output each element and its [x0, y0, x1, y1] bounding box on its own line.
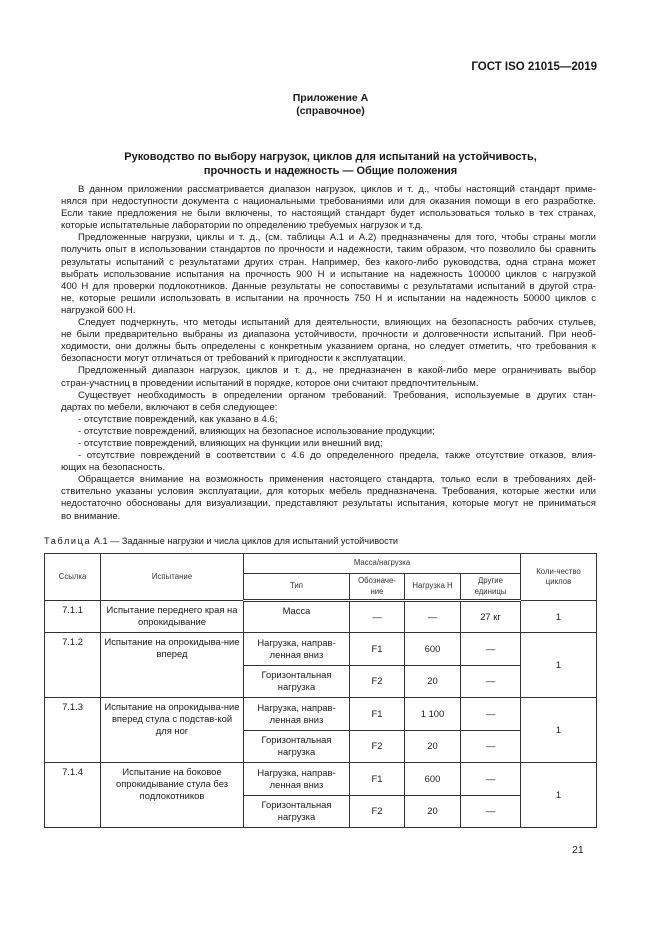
cell-other-units: 27 кг	[461, 601, 521, 633]
cell-type: Горизонтальная нагрузка	[244, 795, 350, 828]
table-caption	[44, 536, 398, 547]
cell-other-units: —	[461, 633, 521, 666]
paragraph-line: недостаточно обоснованы для визуализации, представляют результаты испытания, которые могут не приниматься	[61, 498, 596, 510]
cell-test: Испытание на опрокидыва-ние вперед стула с подстав-кой для ног	[101, 698, 244, 763]
annex-label: Приложение А	[292, 92, 369, 104]
list-item-line: - отсутствие повреждений, влияющих на функции или внешний вид;	[78, 437, 383, 449]
cell-load: 20	[405, 665, 461, 698]
cell-type: Горизонтальная нагрузка	[244, 730, 350, 763]
cell-designation: F1	[350, 698, 405, 731]
cell-type: Нагрузка, направ-ленная вниз	[244, 763, 350, 796]
cell-cycles: 1	[521, 601, 597, 633]
table-row	[45, 633, 597, 666]
paragraph-line: Предложенные нагрузки, циклы и т. д., (см. таблицы А.1 и А.2) предназначены для того, чтобы страны могли	[78, 232, 596, 244]
document-id: ГОСТ ISO 21015—2019	[471, 61, 597, 73]
annex-note: (справочное)	[296, 105, 365, 117]
cell-ref: 7.1.3	[45, 698, 101, 763]
cell-test: Испытание на опрокидыва-ние вперед	[101, 633, 244, 698]
paragraph-line: нялся при недоступности документа с национальными требованиями или для оказания помощи в его разработке.	[61, 196, 596, 208]
cell-load: 20	[405, 795, 461, 828]
cell-other-units: —	[461, 698, 521, 731]
cell-load: 1 100	[405, 698, 461, 731]
paragraph-line: Следует подчеркнуть, что методы испытаний для деятельности, влияющих на безопасность рабочих стульев,	[78, 317, 596, 329]
loads-table	[44, 553, 597, 828]
section-title-line: Руководство по выбору нагрузок, циклов для испытаний на устойчивость,	[124, 151, 537, 163]
paragraph-line: нагрузкой 600 Н.	[61, 304, 136, 316]
header-mass-load: Масса/нагрузка	[244, 554, 521, 574]
header-cycles: Коли-чество циклов	[521, 554, 597, 601]
paragraph-line: которые испытательные лаборатории по определению требуемых нагрузок и т.д.	[61, 220, 424, 232]
table-row	[45, 763, 597, 796]
section-title-line: прочность и надежность — Общие положения	[203, 164, 458, 177]
header-load: Нагрузка Н	[405, 574, 461, 601]
paragraph-line: не были предварительно выбраны из диапазона устойчивости, прочности и долговечности испытаний. При необ-	[61, 329, 596, 341]
cell-designation: —	[350, 601, 405, 633]
cell-ref: 7.1.4	[45, 763, 101, 828]
header-designation: Обозначе-ние	[350, 574, 405, 601]
cell-designation: F1	[350, 763, 405, 796]
table-row	[45, 601, 597, 633]
body-text	[61, 184, 596, 523]
cell-test: Испытание переднего края на опрокидывание	[101, 601, 244, 633]
paragraph-line: безопасности могут отличаться от требований к пригодности к эксплуатации.	[61, 353, 406, 365]
page-number: 21	[572, 844, 584, 856]
cell-designation: F2	[350, 730, 405, 763]
list-item-line: - отсутствие повреждений в соответствии с 4.6 до определенного предела, также отсутствие отказов, влия-	[78, 450, 596, 462]
list-item-line: - отсутствие повреждений, как указано в 4.6;	[78, 413, 278, 425]
cell-ref: 7.1.2	[45, 633, 101, 698]
paragraph-line: ствительно указаны условия эксплуатации, для которых мебель предназначена. Требования, которые жестки или	[61, 486, 596, 498]
cell-type: Нагрузка, направ-ленная вниз	[244, 633, 350, 666]
paragraph-line: не, которые решили использовать в испытании на прочность 750 Н и испытании на надежность 50000 циклов с	[61, 292, 596, 304]
cell-load: —	[405, 601, 461, 633]
cell-type: Нагрузка, направ-ленная вниз	[244, 698, 350, 731]
paragraph-line: во внимание.	[61, 510, 121, 522]
cell-other-units: —	[461, 763, 521, 796]
cell-other-units: —	[461, 665, 521, 698]
cell-ref: 7.1.1	[45, 601, 101, 633]
section-title	[0, 151, 661, 178]
cell-cycles: 1	[521, 763, 597, 828]
header-other-units: Другие единицы	[461, 574, 521, 601]
paragraph-line: В данном приложении рассматривается диапазон нагрузок, циклов и т. д., чтобы настоящий стандарт приме-	[78, 184, 596, 195]
cell-type: Горизонтальная нагрузка	[244, 665, 350, 698]
cell-load: 600	[405, 763, 461, 796]
cell-load: 600	[405, 633, 461, 666]
table-caption-prefix: Таблица	[44, 536, 92, 546]
cell-other-units: —	[461, 795, 521, 828]
cell-type: Масса	[244, 601, 350, 633]
paragraph-line: выбрать использование испытания на прочность 900 Н и испытание на надежность 100000 циклов с нагрузкой	[61, 268, 596, 280]
table-row	[45, 698, 597, 731]
header-type: Тип	[244, 574, 350, 601]
paragraph-line: Обращается внимание на возможность применения настоящего стандарта, только если в требованиях дей-	[78, 474, 596, 486]
paragraph-line: дартах по мебели, включают в себя следующее:	[61, 401, 278, 413]
paragraph-line: получить опыт в использовании стандартов по прочности и надежности, таким образом, что позволило бы сравнить	[61, 244, 596, 256]
cell-other-units: —	[461, 730, 521, 763]
table-caption-text: А.1 — Заданные нагрузки и числа циклов для испытаний устойчивости	[93, 536, 399, 546]
paragraph-line: ходимости, они должны быть определены с конкретным указанием органа, но следует отметить, что требования к	[61, 341, 596, 353]
header-test: Испытание	[101, 554, 244, 601]
cell-cycles: 1	[521, 633, 597, 698]
list-item-line: - отсутствие повреждений, влияющих на безопасное использование продукции;	[78, 425, 435, 437]
cell-designation: F2	[350, 665, 405, 698]
header-ref: Ссылка	[45, 554, 101, 601]
cell-designation: F1	[350, 633, 405, 666]
paragraph-line: Если такие предложения не были включены, то настоящий стандарт будет использоваться только в тех странах,	[61, 208, 596, 220]
paragraph-line: результаты испытаний с результатами других стран. Например, без какого-либо руководства, одна страна может	[61, 256, 596, 268]
list-item-line: ющих на безопасность.	[61, 462, 166, 474]
paragraph-line: Существует необходимость в определении органом требований. Требования, используемые в других стан-	[78, 389, 596, 401]
paragraph-line: 400 Н для проверки подлокотников. Данные результаты не сопоставимы с результатами испытаний в другой стра-	[61, 280, 596, 292]
cell-test: Испытание на боковое опрокидывание стула без подлокотников	[101, 763, 244, 828]
cell-cycles: 1	[521, 698, 597, 763]
cell-load: 20	[405, 730, 461, 763]
paragraph-line: Предложенный диапазон нагрузок, циклов и т. д., не предназначен в какой-либо мере ограничивать выбор	[78, 365, 596, 377]
paragraph-line: стран-участниц в проведении испытаний в порядке, которое они считают предпочтительным.	[61, 377, 479, 389]
cell-designation: F2	[350, 795, 405, 828]
